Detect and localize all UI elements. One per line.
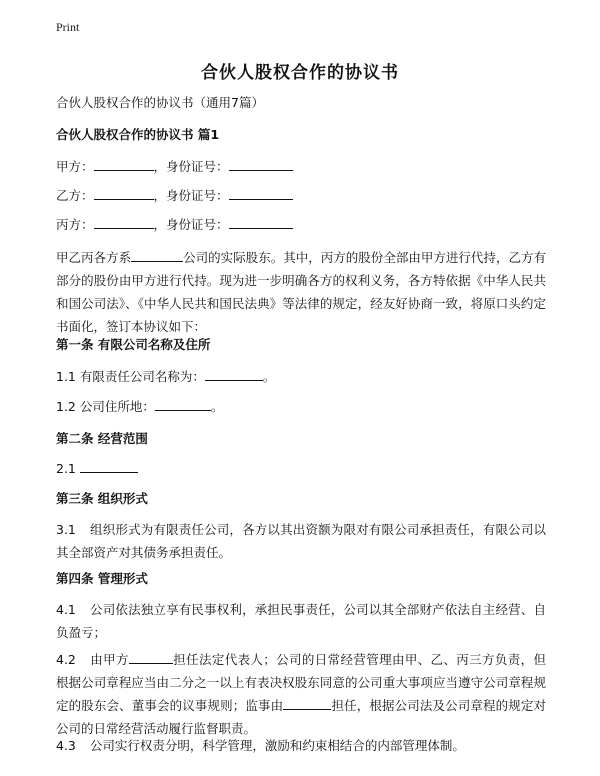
party-b-id-blank bbox=[229, 187, 293, 200]
article4-item1-text: 公司依法独立享有民事权利，承担民事责任，公司以其全部财产依法自主经营、自负盈亏； bbox=[56, 602, 546, 640]
article2-item1-label: 2.1 bbox=[56, 461, 76, 476]
party-b-id-label: ，身份证号： bbox=[153, 188, 229, 203]
article3-item1-num: 3.1 bbox=[56, 522, 76, 537]
article4-item2 bbox=[56, 648, 546, 740]
article1-item1-end: 。 bbox=[262, 369, 276, 384]
article2-title: 第二条 经营范围 bbox=[56, 431, 148, 446]
party-b-name-blank bbox=[94, 187, 154, 200]
party-c-id-label: ，身份证号： bbox=[153, 217, 229, 232]
party-a-id-blank bbox=[229, 158, 293, 171]
intro-part2: 公司的实际股东。其中，丙方的股份全部由甲方进行代持，乙方有部分的股份由甲方进行代持。现为进一步明确各方的权利义务，各方特依据《中华人民共和国公司法》、《中华人民共和国民法典》等法律的规定，经友好协商一致，将原口头约定书面化，签订本协议如下： bbox=[56, 250, 546, 334]
document-title: 合伙人股权合作的协议书 bbox=[201, 63, 399, 83]
article4-title: 第四条 管理形式 bbox=[56, 571, 148, 586]
party-line-a bbox=[56, 156, 293, 178]
party-line-c bbox=[56, 214, 293, 236]
business-scope-blank bbox=[80, 460, 138, 473]
party-c-id-blank bbox=[229, 216, 293, 229]
article4-item2-part2: 担任法定代表人；公司的日常经营管理由甲、乙、丙三方负责，但根据公司章程应当由二分之一以上有表决权股东同意的公司重大事项应当遵守公司章程规定的股东会、董事会的议事规则；监事由 bbox=[56, 652, 546, 713]
article4-item2-part3: 担任，根据公司法及公司章程的规定对公司的日常经营活动履行监督职责。 bbox=[56, 698, 546, 736]
article2-item1 bbox=[56, 458, 138, 480]
article3-item1 bbox=[56, 518, 546, 564]
article4-item3 bbox=[56, 734, 546, 757]
party-a-id-label: ，身份证号： bbox=[153, 159, 229, 174]
article4-item2-part1: 由甲方 bbox=[89, 652, 129, 667]
party-a-name-blank bbox=[94, 158, 154, 171]
party-c-label: 丙方： bbox=[56, 217, 94, 232]
party-b-label: 乙方： bbox=[56, 188, 94, 203]
company-address-blank bbox=[155, 398, 211, 411]
article1-item2 bbox=[56, 396, 223, 418]
article4-item3-text: 公司实行权责分明，科学管理，激励和约束相结合的内部管理体制。 bbox=[89, 738, 465, 753]
article3-item1-text: 组织形式为有限责任公司，各方以其出资额为限对有限公司承担责任，有限公司以其全部资产对其债务承担责任。 bbox=[56, 522, 546, 560]
party-a-label: 甲方： bbox=[56, 159, 94, 174]
article1-item1-label: 1.1 有限责任公司名称为： bbox=[56, 369, 205, 384]
article1-item1 bbox=[56, 366, 275, 388]
article1-item2-label: 1.2 公司住所地： bbox=[56, 399, 155, 414]
party-c-name-blank bbox=[94, 216, 154, 229]
document-subtitle: 合伙人股权合作的协议书（通用7篇） bbox=[56, 95, 264, 110]
article1-item2-end: 。 bbox=[210, 399, 224, 414]
supervisor-blank bbox=[283, 697, 331, 710]
article3-title: 第三条 组织形式 bbox=[56, 491, 148, 506]
intro-part1: 甲乙丙各方系 bbox=[56, 250, 132, 265]
article4-item1-num: 4.1 bbox=[56, 602, 76, 617]
article4-item3-num: 4.3 bbox=[56, 738, 76, 753]
article4-item2-num: 4.2 bbox=[56, 652, 76, 667]
section-title: 合伙人股权合作的协议书 篇1 bbox=[56, 127, 220, 142]
intro-paragraph bbox=[56, 246, 546, 338]
party-line-b bbox=[56, 185, 293, 207]
legal-rep-blank bbox=[129, 651, 173, 664]
article1-title: 第一条 有限公司名称及住所 bbox=[56, 337, 211, 352]
print-label: Print bbox=[56, 20, 80, 34]
company-full-name-blank bbox=[205, 368, 263, 381]
article4-item1 bbox=[56, 598, 546, 644]
company-name-blank bbox=[131, 249, 183, 262]
